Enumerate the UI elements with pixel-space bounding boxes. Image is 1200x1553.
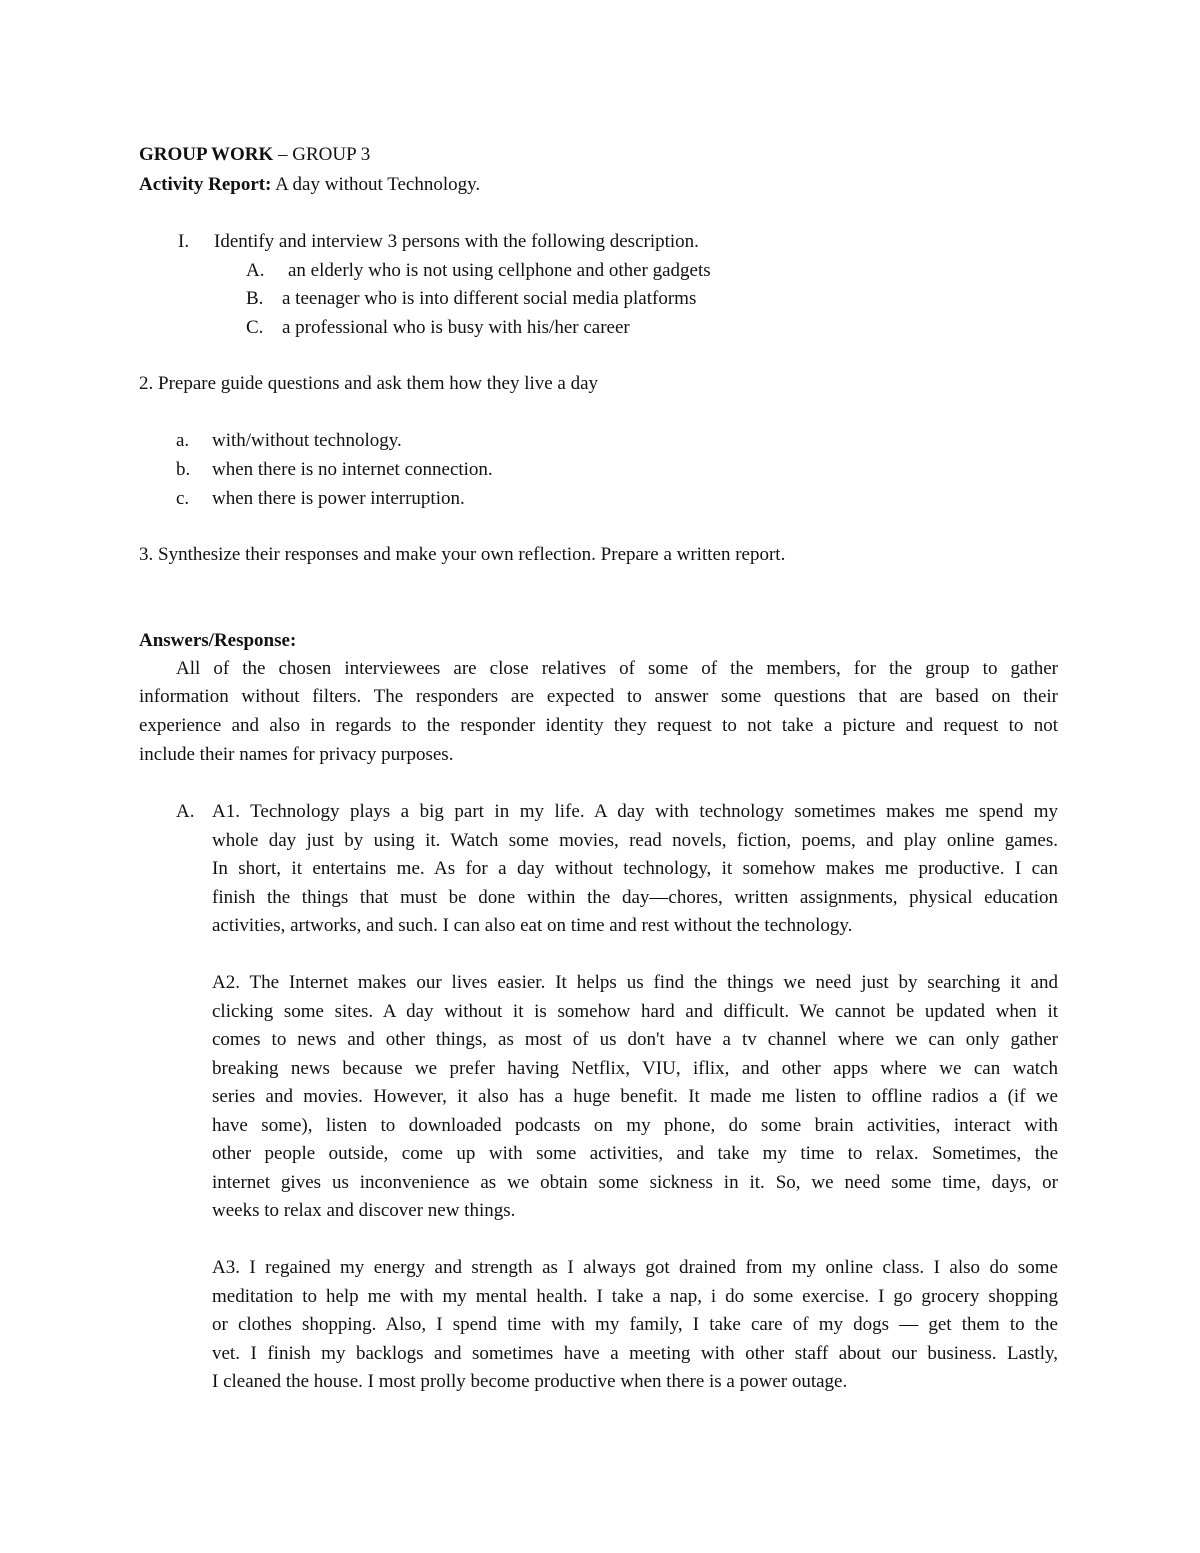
- task1-item-b-text: a teenager who is into different social media platforms: [282, 288, 697, 309]
- answers-heading: Answers/Response:: [139, 630, 297, 651]
- a1-line-2: whole day just by using it. Watch some movies, read novels, fiction, poems, and play online games.: [212, 830, 1058, 851]
- a3-line-2: meditation to help me with my mental health. I take a nap, i do some exercise. I go grocery shopping: [212, 1286, 1058, 1307]
- intro-line-1: All of the chosen interviewees are close relatives of some of the members, for the group to gather: [176, 658, 1058, 679]
- task3-text: 3. Synthesize their responses and make your own reflection. Prepare a written report.: [139, 544, 786, 565]
- a2-line-7: other people outside, come up with some activities, and take my time to relax. Sometimes, the: [212, 1143, 1058, 1164]
- group-title-bold: GROUP WORK: [139, 144, 274, 165]
- activity-report-line: [139, 175, 480, 195]
- a2-line-1: A2. The Internet makes our lives easier. It helps us find the things we need just by searching it and: [212, 972, 1058, 993]
- a3-line-5: I cleaned the house. I most prolly become productive when there is a power outage.: [212, 1371, 848, 1392]
- a1-line-5: activities, artworks, and such. I can also eat on time and rest without the technology.: [212, 915, 853, 936]
- group-title-rest: – GROUP 3: [273, 144, 371, 165]
- intro-line-4: include their names for privacy purposes.: [139, 744, 454, 765]
- task2-item-a-marker: a.: [176, 430, 190, 451]
- task2-item-b-text: when there is no internet connection.: [212, 459, 493, 480]
- a3-line-4: vet. I finish my backlogs and sometimes have a meeting with other staff about our business. Lastly,: [212, 1343, 1058, 1364]
- activity-report-text: A day without Technology.: [271, 174, 481, 195]
- a2-line-8: internet gives us inconvenience as we obtain some sickness in it. So, we need some time, days, or: [212, 1172, 1058, 1193]
- a3-line-1: A3. I regained my energy and strength as I always got drained from my online class. I also do some: [212, 1257, 1058, 1278]
- task2-item-a-text: with/without technology.: [212, 430, 402, 451]
- task1-item-c-marker: C.: [246, 317, 264, 338]
- a3-line-3: or clothes shopping. Also, I spend time with my family, I take care of my dogs — get them to the: [212, 1314, 1058, 1335]
- a2-line-9: weeks to relax and discover new things.: [212, 1200, 516, 1221]
- task1-item-c-text: a professional who is busy with his/her career: [282, 317, 630, 338]
- task2-text: 2. Prepare guide questions and ask them how they live a day: [139, 373, 599, 394]
- answers-list-marker: A.: [176, 801, 195, 822]
- a2-line-5: series and movies. However, it also has a huge benefit. It made me listen to offline radios a (if we: [212, 1086, 1058, 1107]
- a2-line-6: have some), listen to downloaded podcasts on my phone, do some brain activities, interact with: [212, 1115, 1058, 1136]
- task1-text: Identify and interview 3 persons with the following description.: [214, 231, 699, 252]
- intro-line-2: information without filters. The responders are expected to answer some questions that are based on their: [139, 686, 1058, 707]
- task1-item-b-marker: B.: [246, 288, 264, 309]
- task1-number: I.: [178, 231, 190, 252]
- a1-line-4: finish the things that must be done within the day—chores, written assignments, physical education: [212, 887, 1058, 908]
- task1-item-a-marker: A.: [246, 260, 265, 281]
- a2-line-3: comes to news and other things, as most of us don't have a tv channel where we can only gather: [212, 1029, 1058, 1050]
- task2-item-c-marker: c.: [176, 488, 190, 509]
- task1-item-a-text: an elderly who is not using cellphone and other gadgets: [288, 260, 711, 281]
- a1-line-3: In short, it entertains me. As for a day without technology, it somehow makes me productive. I can: [212, 858, 1058, 879]
- task2-item-c-text: when there is power interruption.: [212, 488, 465, 509]
- intro-line-3: experience and also in regards to the responder identity they request to not take a picture and request to not: [139, 715, 1058, 736]
- a2-line-4: breaking news because we prefer having Netflix, VIU, iflix, and other apps where we can watch: [212, 1058, 1058, 1079]
- group-title: [139, 145, 370, 165]
- task2-item-b-marker: b.: [176, 459, 191, 480]
- a1-line-1: A1. Technology plays a big part in my life. A day with technology sometimes makes me spend my: [212, 801, 1058, 822]
- activity-report-label: Activity Report:: [139, 174, 272, 195]
- a2-line-2: clicking some sites. A day without it is somehow hard and difficult. We cannot be updated when it: [212, 1001, 1058, 1022]
